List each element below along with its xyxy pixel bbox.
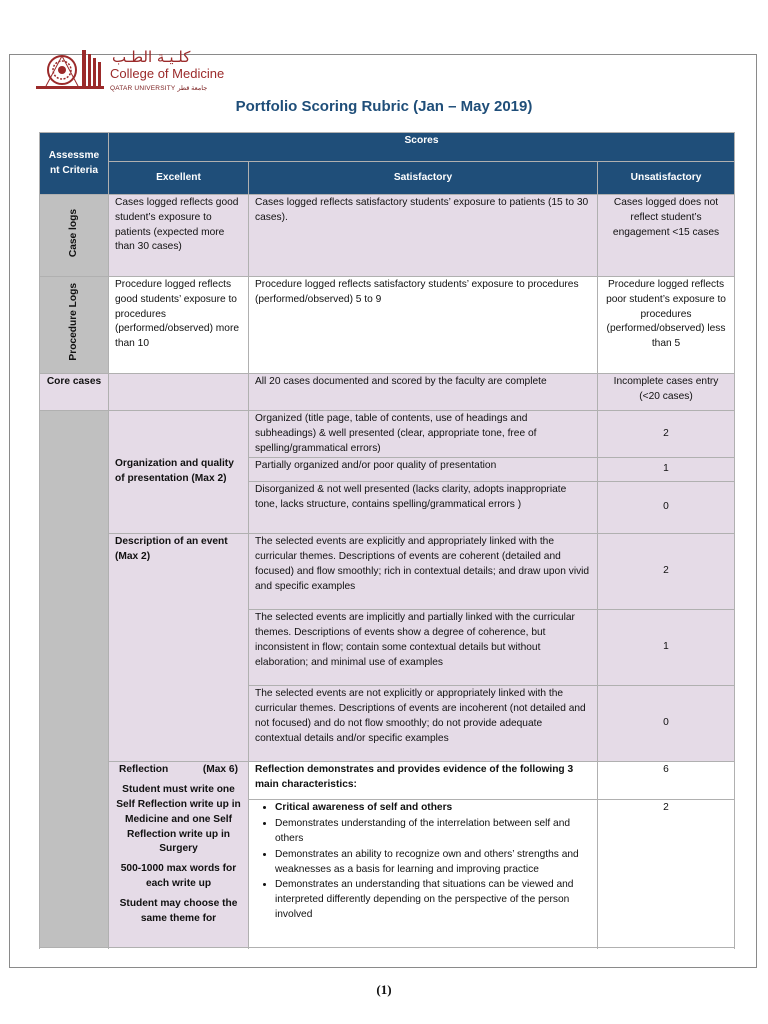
organization-level-0: Disorganized & not well presented (lacks clarity, adopts inappropriate tone, lacks structure, contains spelling/grammatical errors ) <box>249 482 598 534</box>
procedure-logs-satisfactory: Procedure logged reflects satisfactory students’ exposure to procedures (performed/observed) 5 to 9 <box>249 277 598 374</box>
logo-arabic-text: كلـيـة الطـب <box>112 48 191 66</box>
reflection-criteria-list-cell <box>249 800 598 948</box>
reflection-criteria-cell <box>109 762 249 948</box>
core-cases-excellent <box>109 374 249 411</box>
organization-score-2: 2 <box>598 411 735 458</box>
description-score-2: 2 <box>598 534 735 610</box>
organization-score-1: 1 <box>598 458 735 482</box>
case-logs-label-cell <box>40 195 109 277</box>
case-logs-label: Case logs <box>67 208 79 257</box>
reflection-note-theme: Student may choose the same theme for <box>119 897 238 924</box>
reflection-max: (Max 6) <box>202 764 238 776</box>
procedure-logs-label: Procedure Logs <box>67 283 79 361</box>
procedure-logs-excellent: Procedure logged reflects good students’ exposure to procedures (performed/observed) more than 10 <box>109 277 249 374</box>
scores-header: Scores <box>109 133 735 162</box>
list-item: • Demonstrates an ability to recognize own and others’ strengths and weaknesses as a basis for learning and improving practice <box>275 848 591 878</box>
reflection-criteria-list <box>255 801 591 922</box>
logo-english-text: College of Medicine <box>110 66 225 81</box>
reflection-intro-score: 6 <box>598 762 735 800</box>
reflection-label-line <box>115 763 242 778</box>
organization-label: Organization and quality of presentation (Max 2) <box>109 411 249 534</box>
organization-level-1: Partially organized and/or poor quality of presentation <box>249 458 598 482</box>
description-level-1: The selected events are implicitly and partially linked with the curricular themes. Descriptions of events show a degree of coherence, but inconsistent in flow; contain some contextual details but without elaboration; and minimal use of examples <box>249 610 598 686</box>
organization-level-2: Organized (title page, table of contents, use of headings and subheadings) & well presented (clear, appropriate tone, free of spelling/grammatical errors) <box>249 411 598 458</box>
reflection-label: Reflection <box>119 764 169 776</box>
list-item: • Demonstrates understanding of the interrelation between self and others <box>275 817 591 847</box>
table-row <box>40 374 735 411</box>
description-label: Description of an event (Max 2) <box>109 534 249 762</box>
table-header-row <box>40 133 735 162</box>
procedure-logs-label-cell <box>40 277 109 374</box>
case-logs-satisfactory: Cases logged reflects satisfactory students’ exposure to patients (15 to 30 cases). <box>249 195 598 277</box>
reflection-note-word-limit: 500-1000 max words for each write up <box>120 863 237 889</box>
unsatisfactory-header: Unsatisfactory <box>598 162 735 195</box>
core-cases-unsatisfactory: Incomplete cases entry (<20 cases) <box>598 374 735 411</box>
description-score-0: 0 <box>598 686 735 762</box>
table-row <box>40 277 735 374</box>
description-level-0: The selected events are not explicitly or appropriately linked with the curricular themes. Descriptions of events are incoherent (not detailed and not focused) and do not flow smoothly; do not provide adequate contextual details and/or specific examples <box>249 686 598 762</box>
document-title: Portfolio Scoring Rubric (Jan – May 2019) <box>235 98 533 115</box>
table-subheader-row <box>40 162 735 195</box>
description-score-1: 1 <box>598 610 735 686</box>
write-up-criteria-cell <box>40 411 109 948</box>
satisfactory-header: Satisfactory <box>249 162 598 195</box>
reflection-note-write-ups: Student must write one Self Reflection write up in Medicine and one Self Reflection write up in Surgery <box>116 784 241 855</box>
table-row <box>40 411 735 458</box>
college-logo <box>36 44 226 94</box>
list-item: • Critical awareness of self and others <box>275 801 591 816</box>
procedure-logs-unsatisfactory: Procedure logged reflects poor student’s exposure to procedures (performed/observed) less than 5 <box>598 277 735 374</box>
table-row <box>40 762 735 800</box>
case-logs-unsatisfactory: Cases logged does not reflect student’s engagement <15 cases <box>598 195 735 277</box>
scoring-rubric-table <box>39 132 735 948</box>
criteria-header: Assessme nt Criteria <box>40 133 109 195</box>
core-cases-label: Core cases <box>40 374 109 411</box>
list-item: • Demonstrates an understanding that situations can be viewed and interpreted differently depending on the perspective of the person involved <box>275 878 591 922</box>
page-number: (1) <box>376 982 392 997</box>
description-level-2: The selected events are explicitly and appropriately linked with the curricular themes. Descriptions of events are coherent (detailed and focused) and flow smoothly; rich in contextual details; and draw upon vivid and specific examples <box>249 534 598 610</box>
reflection-intro: Reflection demonstrates and provides evidence of the following 3 main characteristics: <box>249 762 598 800</box>
organization-score-0: 0 <box>598 482 735 534</box>
college-emblem-icon <box>36 48 104 92</box>
table-row <box>40 195 735 277</box>
table-row <box>40 534 735 610</box>
excellent-header: Excellent <box>109 162 249 195</box>
core-cases-satisfactory: All 20 cases documented and scored by the faculty are complete <box>249 374 598 411</box>
logo-university-text: QATAR UNIVERSITY جامعة قطر <box>110 85 208 92</box>
reflection-awareness-score: 2 <box>598 800 735 948</box>
case-logs-excellent: Cases logged reflects good student’s exposure to patients (expected more than 30 cases) <box>109 195 249 277</box>
